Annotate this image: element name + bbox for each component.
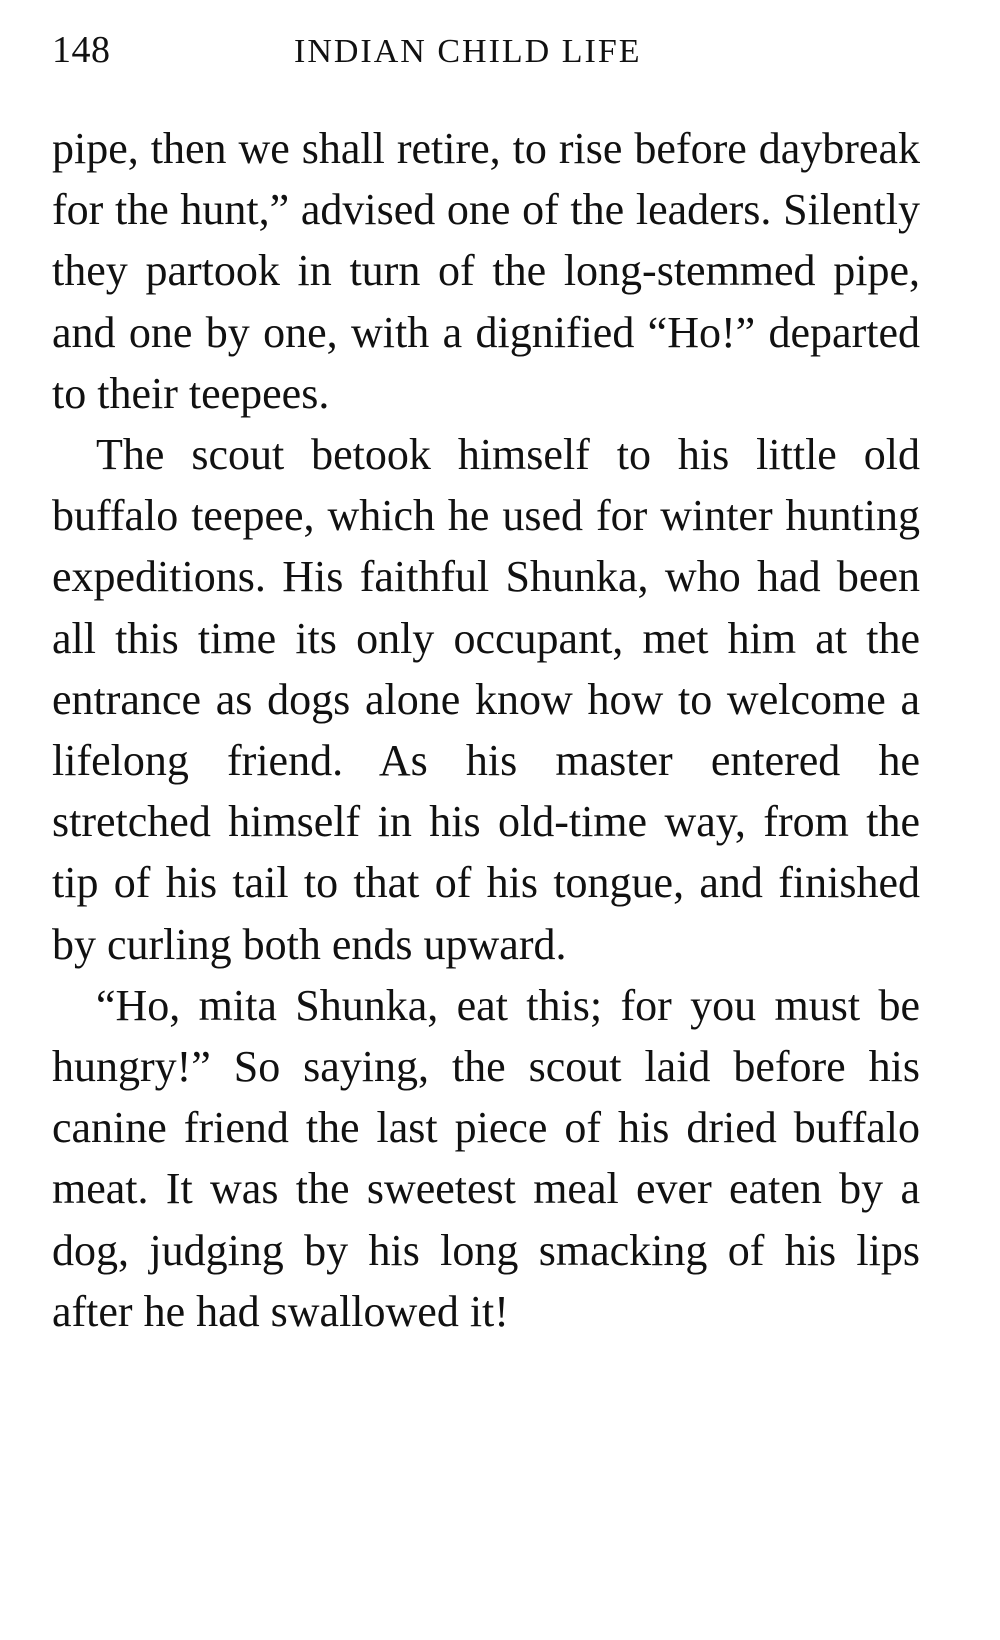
page-number: 148	[52, 29, 111, 71]
body-text	[52, 118, 920, 1342]
book-page	[52, 28, 920, 1342]
paragraph-scout-teepee: The scout betook himself to his little old buffalo teepee, which he used for winter hunting expeditions. His faithful Shunka, who had been all this time its only occupant, met him at the entrance as dogs alone know how to welcome a lifelong friend. As his master entered he stretched himself in his old-time way, from the tip of his tail to that of his tongue, and finished by curling both ends upward.	[52, 430, 920, 969]
paragraph-continuation: pipe, then we shall retire, to rise before daybreak for the hunt,” advised one of the leaders. Silently they partook in turn of the long-stemmed pipe, and one by one, with a dignified “Ho!” departed to their teepees.	[52, 124, 920, 418]
running-title: INDIAN CHILD LIFE	[294, 33, 642, 70]
running-head	[52, 28, 920, 88]
paragraph-feeding-shunka: “Ho, mita Shunka, eat this; for you must be hungry!” So saying, the scout laid before his canine friend the last piece of his dried buffalo meat. It was the sweetest meal ever eaten by a dog, judging by his long smacking of his lips after he had swallowed it!	[52, 980, 920, 1336]
